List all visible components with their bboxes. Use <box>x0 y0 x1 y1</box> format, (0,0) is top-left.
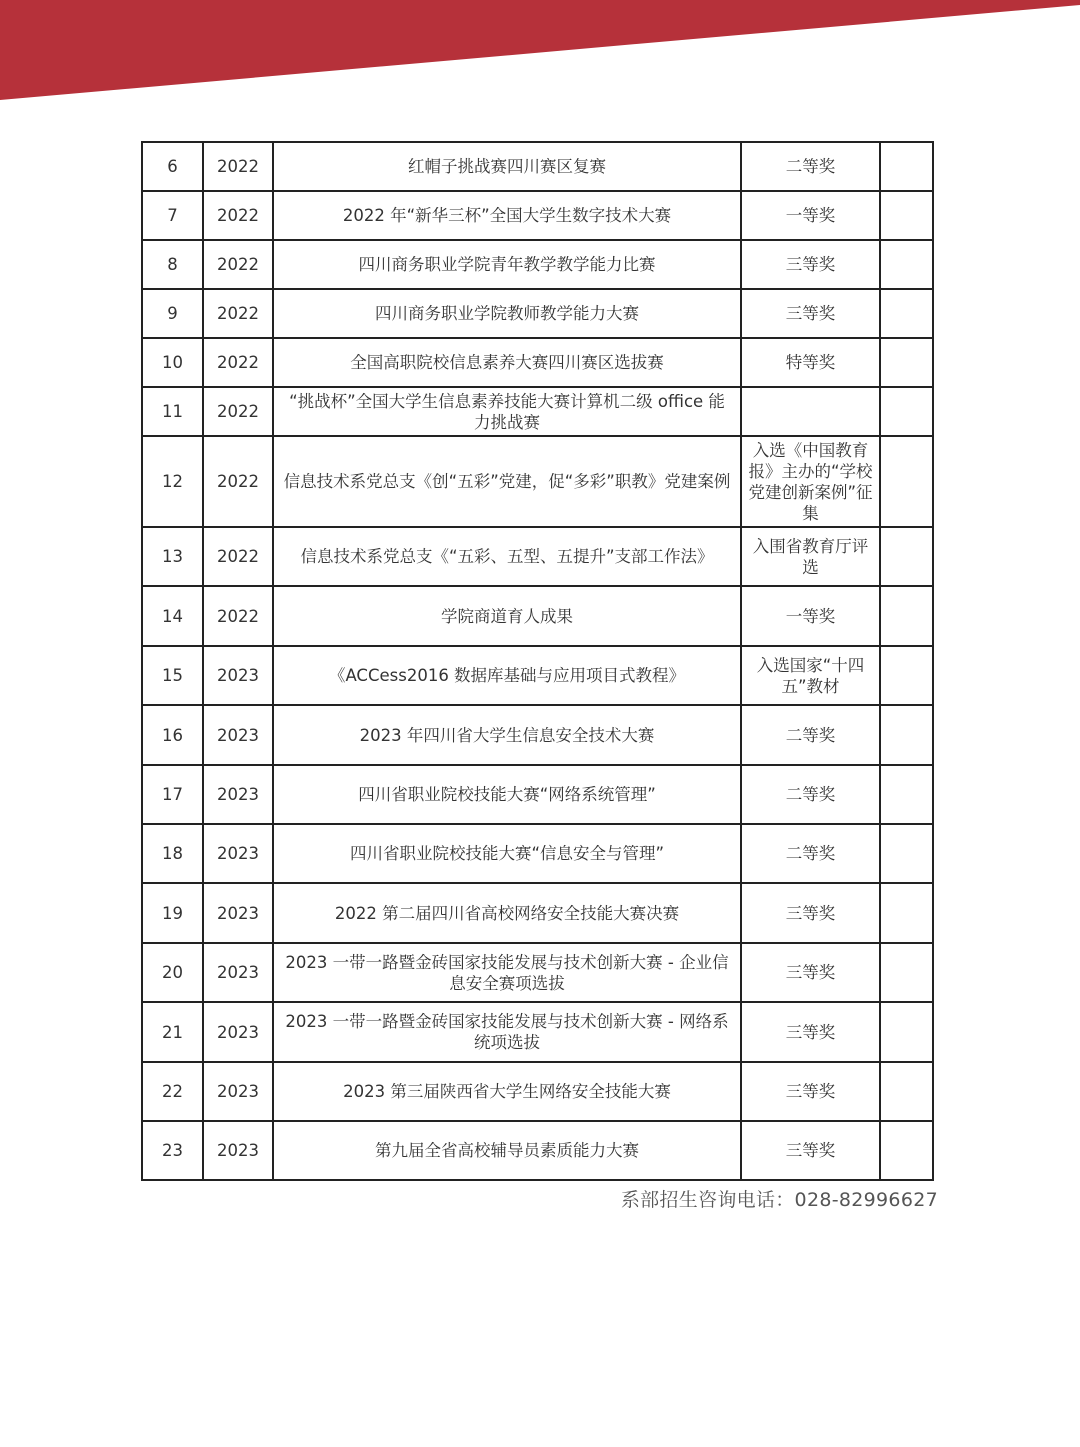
row-name-cell: 信息技术系党总支《创“五彩”党建，促“多彩”职教》党建案例 <box>273 436 741 527</box>
row-award-cell: 一等奖 <box>741 586 880 646</box>
table-row <box>142 1062 933 1121</box>
row-name-cell: 2023 第三届陕西省大学生网络安全技能大赛 <box>273 1062 741 1121</box>
row-extra-cell <box>880 436 933 527</box>
row-year-cell: 2022 <box>203 387 273 436</box>
row-year-cell: 2023 <box>203 824 273 883</box>
row-extra-cell <box>880 240 933 289</box>
table-row <box>142 824 933 883</box>
row-name-cell: 2023 一带一路暨金砖国家技能发展与技术创新大赛 - 网络系统项选拔 <box>273 1002 741 1062</box>
row-name-cell: 2023 年四川省大学生信息安全技术大赛 <box>273 705 741 765</box>
row-number-cell: 20 <box>142 943 203 1002</box>
row-year-cell: 2022 <box>203 142 273 191</box>
row-name-cell: 四川商务职业学院青年教学教学能力比赛 <box>273 240 741 289</box>
table-row <box>142 387 933 436</box>
row-award-cell: 入选国家“十四五”教材 <box>741 646 880 705</box>
row-year-cell: 2023 <box>203 705 273 765</box>
row-number-cell: 21 <box>142 1002 203 1062</box>
header-banner <box>0 0 1080 110</box>
row-name-cell: 第九届全省高校辅导员素质能力大赛 <box>273 1121 741 1180</box>
row-year-cell: 2022 <box>203 338 273 387</box>
row-year-cell: 2022 <box>203 191 273 240</box>
table-row <box>142 436 933 527</box>
row-number-cell: 13 <box>142 527 203 586</box>
row-extra-cell <box>880 586 933 646</box>
row-extra-cell <box>880 646 933 705</box>
table-row <box>142 338 933 387</box>
row-year-cell: 2023 <box>203 646 273 705</box>
row-extra-cell <box>880 1121 933 1180</box>
row-name-cell: 学院商道育人成果 <box>273 586 741 646</box>
row-number-cell: 23 <box>142 1121 203 1180</box>
row-extra-cell <box>880 191 933 240</box>
table-row <box>142 527 933 586</box>
table-row <box>142 289 933 338</box>
row-number-cell: 12 <box>142 436 203 527</box>
table-row <box>142 191 933 240</box>
row-name-cell: 四川省职业院校技能大赛“信息安全与管理” <box>273 824 741 883</box>
row-number-cell: 11 <box>142 387 203 436</box>
row-name-cell: 2022 第二届四川省高校网络安全技能大赛决赛 <box>273 883 741 943</box>
row-name-cell: “挑战杯”全国大学生信息素养技能大赛计算机二级 office 能力挑战赛 <box>273 387 741 436</box>
row-number-cell: 14 <box>142 586 203 646</box>
row-award-cell: 三等奖 <box>741 1062 880 1121</box>
row-number-cell: 16 <box>142 705 203 765</box>
row-award-cell: 二等奖 <box>741 824 880 883</box>
row-year-cell: 2022 <box>203 289 273 338</box>
awards-table <box>141 141 934 1181</box>
row-extra-cell <box>880 142 933 191</box>
row-year-cell: 2023 <box>203 1002 273 1062</box>
row-number-cell: 19 <box>142 883 203 943</box>
row-number-cell: 6 <box>142 142 203 191</box>
table-row <box>142 1121 933 1180</box>
row-extra-cell <box>880 1002 933 1062</box>
row-extra-cell <box>880 824 933 883</box>
row-extra-cell <box>880 338 933 387</box>
row-extra-cell <box>880 883 933 943</box>
row-name-cell: 2023 一带一路暨金砖国家技能发展与技术创新大赛 - 企业信息安全赛项选拔 <box>273 943 741 1002</box>
row-award-cell: 三等奖 <box>741 1121 880 1180</box>
row-name-cell: 红帽子挑战赛四川赛区复赛 <box>273 142 741 191</box>
row-award-cell: 入选《中国教育报》主办的“学校党建创新案例”征集 <box>741 436 880 527</box>
table-row <box>142 142 933 191</box>
row-extra-cell <box>880 765 933 824</box>
table-row <box>142 586 933 646</box>
table-row <box>142 240 933 289</box>
row-name-cell: 全国高职院校信息素养大赛四川赛区选拔赛 <box>273 338 741 387</box>
row-extra-cell <box>880 527 933 586</box>
row-name-cell: 2022 年“新华三杯”全国大学生数字技术大赛 <box>273 191 741 240</box>
row-number-cell: 8 <box>142 240 203 289</box>
row-award-cell: 入围省教育厅评选 <box>741 527 880 586</box>
row-year-cell: 2022 <box>203 586 273 646</box>
admission-phone: 系部招生咨询电话：028-82996627 <box>620 1189 938 1211</box>
row-number-cell: 7 <box>142 191 203 240</box>
row-year-cell: 2023 <box>203 765 273 824</box>
row-name-cell: 四川省职业院校技能大赛“网络系统管理” <box>273 765 741 824</box>
row-year-cell: 2022 <box>203 240 273 289</box>
awards-table-body <box>142 142 933 1180</box>
row-year-cell: 2023 <box>203 1121 273 1180</box>
row-extra-cell <box>880 705 933 765</box>
row-award-cell: 三等奖 <box>741 289 880 338</box>
row-extra-cell <box>880 289 933 338</box>
header-banner-shape <box>0 0 1080 100</box>
table-row <box>142 765 933 824</box>
row-award-cell: 二等奖 <box>741 765 880 824</box>
row-award-cell <box>741 387 880 436</box>
row-award-cell: 三等奖 <box>741 240 880 289</box>
row-year-cell: 2022 <box>203 527 273 586</box>
table-row <box>142 883 933 943</box>
row-award-cell: 三等奖 <box>741 943 880 1002</box>
row-award-cell: 二等奖 <box>741 142 880 191</box>
row-extra-cell <box>880 387 933 436</box>
row-year-cell: 2023 <box>203 1062 273 1121</box>
table-row <box>142 1002 933 1062</box>
row-name-cell: 四川商务职业学院教师教学能力大赛 <box>273 289 741 338</box>
row-award-cell: 二等奖 <box>741 705 880 765</box>
row-award-cell: 一等奖 <box>741 191 880 240</box>
row-name-cell: 信息技术系党总支《“五彩、五型、五提升”支部工作法》 <box>273 527 741 586</box>
row-name-cell: 《ACCess2016 数据库基础与应用项目式教程》 <box>273 646 741 705</box>
row-award-cell: 三等奖 <box>741 1002 880 1062</box>
row-year-cell: 2023 <box>203 943 273 1002</box>
row-number-cell: 17 <box>142 765 203 824</box>
row-award-cell: 特等奖 <box>741 338 880 387</box>
row-number-cell: 18 <box>142 824 203 883</box>
row-year-cell: 2022 <box>203 436 273 527</box>
row-extra-cell <box>880 1062 933 1121</box>
table-row <box>142 646 933 705</box>
table-row <box>142 705 933 765</box>
row-extra-cell <box>880 943 933 1002</box>
row-year-cell: 2023 <box>203 883 273 943</box>
row-award-cell: 三等奖 <box>741 883 880 943</box>
row-number-cell: 15 <box>142 646 203 705</box>
row-number-cell: 10 <box>142 338 203 387</box>
table-row <box>142 943 933 1002</box>
row-number-cell: 22 <box>142 1062 203 1121</box>
row-number-cell: 9 <box>142 289 203 338</box>
